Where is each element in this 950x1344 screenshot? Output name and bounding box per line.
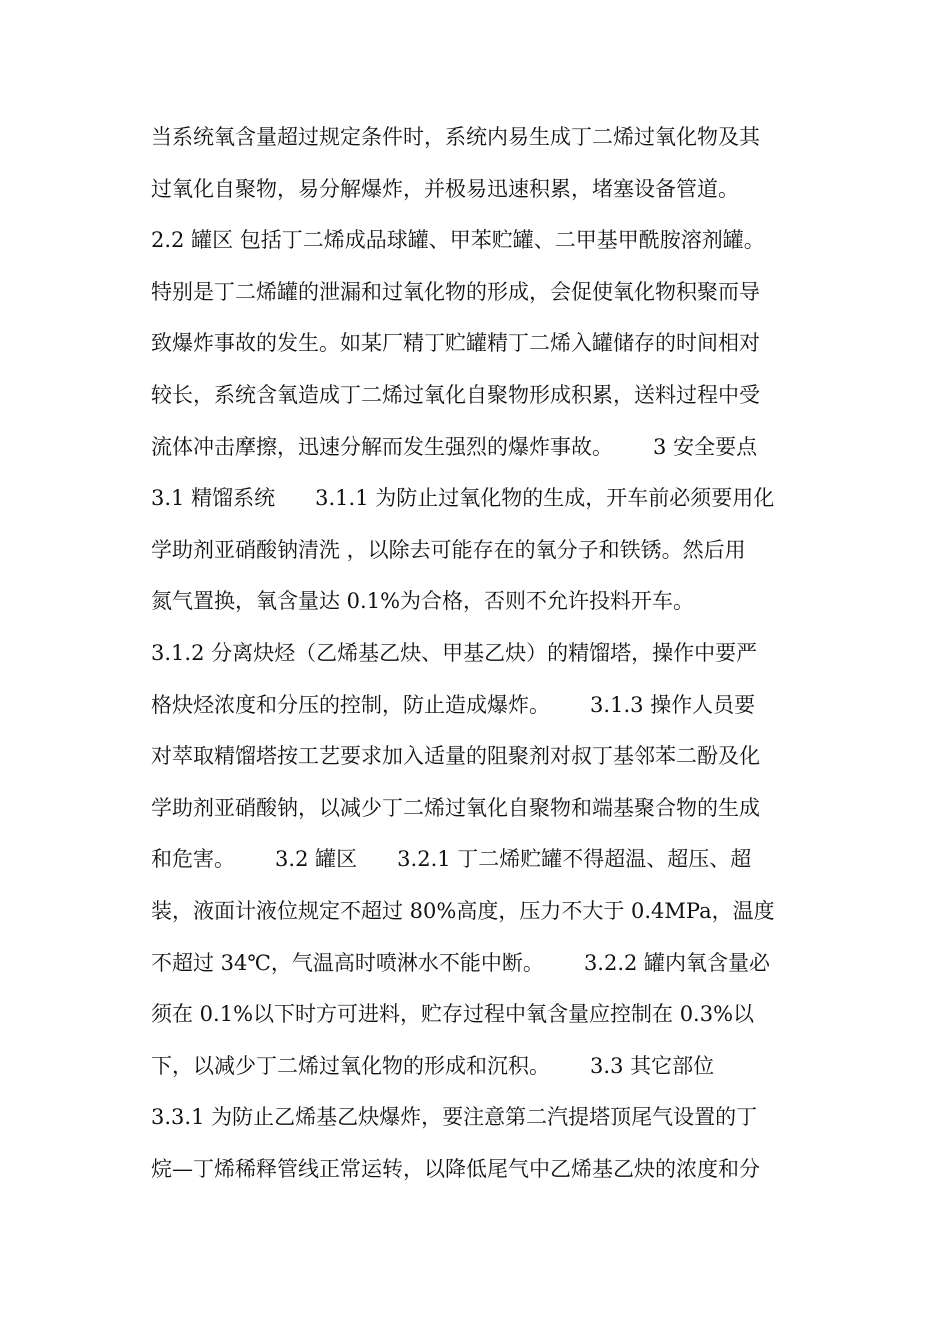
text-line: 3.1 精馏系统 3.1.1 为防止过氧化物的生成，开车前必须要用化 (151, 486, 775, 511)
text-line: 须在 0.1%以下时方可进料，贮存过程中氧含量应控制在 0.3%以 (151, 1002, 755, 1027)
text-line: 3.3.1 为防止乙烯基乙炔爆炸，要注意第二汽提塔顶尾气设置的丁 (151, 1105, 758, 1130)
text-line: 致爆炸事故的发生。如某厂精丁贮罐精丁二烯入罐储存的时间相对 (151, 331, 760, 356)
text-line: 格炔烃浓度和分压的控制，防止造成爆炸。 3.1.3 操作人员要 (151, 692, 756, 717)
text-line: 对萃取精馏塔按工艺要求加入适量的阻聚剂对叔丁基邻苯二酚及化 (151, 744, 760, 769)
text-line: 当系统氧含量超过规定条件时，系统内易生成丁二烯过氧化物及其 (151, 125, 760, 149)
text-line: 学助剂亚硝酸钠，以减少丁二烯过氧化自聚物和端基聚合物的生成 (151, 795, 760, 820)
text-line: 学助剂亚硝酸钠清洗 ，以除去可能存在的氧分子和铁锈。然后用 (151, 537, 746, 562)
text-line: 流体冲击摩擦，迅速分解而发生强烈的爆炸事故。 3 安全要点 (151, 434, 758, 459)
document-body (151, 112, 811, 1195)
text-line: 3.1.2 分离炔烃（乙烯基乙炔、甲基乙炔）的精馏塔，操作中要严 (151, 640, 758, 665)
text-line: 氮气置换，氧含量达 0.1%为合格，否则不允许投料开车。 (151, 589, 695, 614)
text-line: 过氧化自聚物，易分解爆炸，并极易迅速积累，堵塞设备管道。 (151, 176, 739, 201)
text-line: 烷—丁烯稀释管线正常运转，以降低尾气中乙烯基乙炔的浓度和分 (151, 1156, 760, 1181)
text-line: 装，液面计液位规定不超过 80%高度，压力不大于 0.4MPa，温度 (151, 898, 775, 923)
text-line: 和危害。 3.2 罐区 3.2.1 丁二烯贮罐不得超温、超压、超 (151, 847, 752, 872)
text-line: 较长，系统含氧造成丁二烯过氧化自聚物形成积累，送料过程中受 (151, 382, 760, 407)
text-line: 2.2 罐区 包括丁二烯成品球罐、甲苯贮罐、二甲基甲酰胺溶剂罐。 (151, 228, 765, 253)
text-line: 不超过 34℃，气温高时喷淋水不能中断。 3.2.2 罐内氧含量必 (151, 950, 771, 975)
text-line: 特别是丁二烯罐的泄漏和过氧化物的形成，会促使氧化物积聚而导 (151, 279, 760, 304)
text-line: 下，以减少丁二烯过氧化物的形成和沉积。 3.3 其它部位 (151, 1053, 715, 1078)
